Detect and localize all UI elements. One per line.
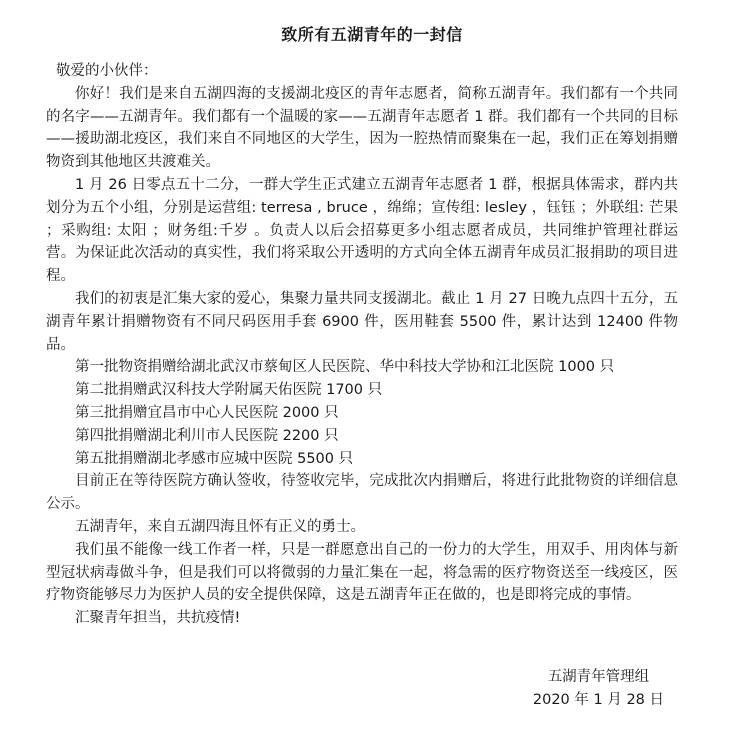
paragraph-intro: 你好！我们是来自五湖四海的支援湖北疫区的青年志愿者，简称五湖青年。我们都有一个共同的名字——五湖青年。我们都有一个温暖的家——五湖青年志愿者 1 群。我们都有一个共同的目标——援助湖北疫区，我们来自不同地区的大学生，因为一腔热情而聚集在一起，我们正在筹划捐赠物资到其他地区共渡难关。	[46, 85, 678, 171]
paragraph-closing: 汇聚青年担当，共抗疫情!	[75, 610, 241, 627]
signoff-date: 2020 年 1 月 28 日	[532, 692, 664, 708]
letter-title: 致所有五湖青年的一封信	[281, 25, 463, 44]
signoff	[533, 666, 664, 712]
signoff-organization: 五湖青年管理组	[547, 669, 650, 685]
donation-batch-2: 第二批捐赠武汉科技大学附属天佑医院 1700 只	[75, 382, 383, 399]
paragraph-founding: 1 月 26 日零点五十二分，一群大学生正式建立五湖青年志愿者 1 群，根据具体需求，群内共划分为五个小组，分别是运营组: terresa , bruce ，绵绵；宣传组: lesley ，钰钰 ；外联组: 芒果 ；采购组: 太阳 ；财务组:千岁 。负责人以后会招募更多小组志愿者成员，共同维护管理社群运营。为保证此次活动的真实性，我们将采取公开透明的方式向全体五湖青年成员汇报捐助的项目进程。	[46, 176, 678, 285]
donation-batch-3: 第三批捐赠宜昌市中心人民医院 2000 只	[75, 404, 339, 421]
letter-body	[46, 60, 678, 630]
paragraph-donation-summary: 我们的初衷是汇集大家的爱心，集聚力量共同支援湖北。截止 1 月 27 日晚九点四十五分，五湖青年累计捐赠物资有不同尺码医用手套 6900 件，医用鞋套 5500 件，累计达到 12400 件物品。	[46, 290, 678, 353]
donation-batch-5: 第五批捐赠湖北孝感市应城中医院 5500 只	[75, 450, 354, 467]
salutation: 敬爱的小伙伴：	[56, 63, 158, 79]
paragraph-status: 目前正在等待医院方确认签收，待签收完毕，完成批次内捐赠后，将进行此批物资的详细信息公示。	[46, 473, 678, 513]
paragraph-motto: 五湖青年，来自五湖四海且怀有正义的勇士。	[75, 518, 365, 535]
donation-batch-1: 第一批物资捐赠给湖北武汉市蔡甸区人民医院、华中科技大学协和江北医院 1000 只	[75, 359, 615, 376]
paragraph-mission: 我们虽不能像一线工作者一样，只是一群愿意出自己的一份力的大学生，用双手、用肉体与新型冠状病毒做斗争，但是我们可以将微弱的力量汇集在一起，将急需的医疗物资送至一线疫区，医疗物资能够尽力为医护人员的安全提供保障，这是五湖青年正在做的，也是即将完成的事情。	[46, 541, 678, 604]
donation-batch-4: 第四批捐赠湖北利川市人民医院 2200 只	[75, 427, 339, 444]
